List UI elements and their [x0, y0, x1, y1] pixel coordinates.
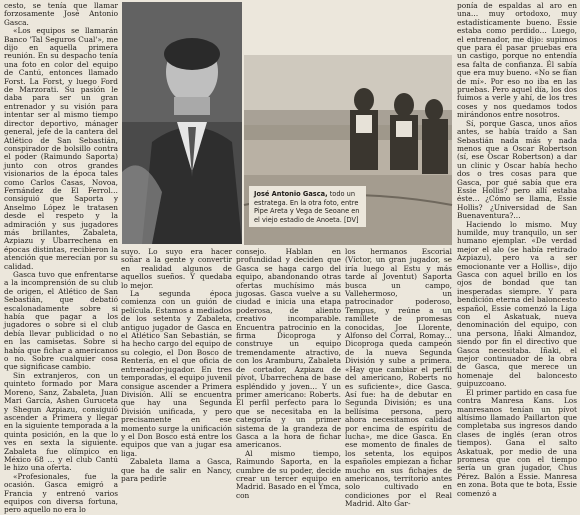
article-column-1	[4, 1, 118, 515]
article-column-3	[236, 247, 341, 500]
photo-gasca-portrait	[122, 2, 242, 244]
paragraph: consejo. Hablan en profundidad y deciden que Gasca se haga cargo del equipo, abandonando otras ofertas muchísimo más jugosas. Gasca vuelve a su ciudad e inicia una etapa poderosa, de aliento creativo incomparable. Encuentra patrocinio en la firma Dicoproga y construye un equipo tremendamente atractivo, con los Aramburu, Zabaleta de cortador, Azpiazu de pívot, Ubarrechena de base espléndido y joven… Y un primer americano: Roberts. El perfil perfecto para lo que se necesitaba en la categoría y un primer sistema de la grandeza de Gasca a la hora de fichar americanos.	[236, 247, 341, 450]
paragraph: suyo. Lo suyo era hacer soñar a la gente y convertir en realidad algunos de aquellos sueños. Y quedaba lo mejor.	[121, 247, 232, 290]
article-column-5	[457, 1, 577, 498]
paragraph: «Los equipos se llamarán Banco 'Tal Seguros Cual'», me dijo en aquella primera reunión. En su despacho tenía una foto en color del equipo de Cantú, entonces llamado Forst. La Forst, y luego Ford de Marzorati. Su pasión le daba para ser un gran entrenador y su visión para intentar ser al mismo tiempo director deportivo, mánager general, jefe de la cantera del Atlético de San Sebastián, conspirador de bolsillo contra el poder (Raimundo Saporta) junto con otros grandes visionarios de la época tales como Carlos Casas, Novoa, Fernández de El Ferrol… consiguió que Saporta y Anselmo López le tratasen desde el respeto y la admiración y sus jugadores más brillantes, Zabaleta, Azpiazu y Ubarrechena en épocas distintas, recibieron la atención que merecían por su calidad.	[4, 26, 118, 271]
caption-text: todo un estratega. En la otra foto, entre Pipe Areta y Vega de Seoane en el viejo estadio de Anoeta. [DV]	[254, 190, 360, 224]
paragraph: El primer partido en casa fue contra Manresa Kans. Los manresanos tenían un pívot altísimo llamado Paillarton que completaba sus ingresos dando clases de inglés (eran otros tiempos). Gana el salto Askatuak, por medio de una promesa que con el tiempo sería un gran jugador, Chus Pérez. Balón a Essie. Manresa en zona. Bota que te bota, Essie comenzó a	[457, 387, 577, 498]
photo-caption	[249, 186, 366, 227]
paragraph: Sí, porque Gasca, unos años antes, se había traído a San Sebastián nada más y nada menos que a Oscar Robertson (sí, ese Oscar Robertson) a dar un clinic y Oscar había hecho dos o tres cosas para que Gasca, por qué sabía que era Essie Hollis? pero allí estaba éste… ¿Cómo se llama, Essie Hollis? ¿Universidad de San Buenaventura?…	[457, 118, 577, 221]
paragraph: Haciendo lo mismo. Muy humilde, muy tranquilo, un ser humano ejemplar. «De verdad mejor el alo (se había retirado Azpiazu), pero va a ser emocionante ver a Hollis», dijo Gasca con aquel brillo en los ojos de bondad que tan inesperadas siempre. Y para bendición eterna del baloncesto español, Essie comenzó la Liga con el Askatuak, nueva denominación del equipo, con una persona, Iñaki Almandoz, siendo por fin el directivo que Gasca necesitaba. Iñaki, el mejor continuador de la obra de Gasca, que merece un homenaje del baloncesto guipuzcoano.	[457, 219, 577, 389]
paragraph: cesto, se tenía que llamar forzosamente José Antonio Gasca.	[4, 1, 118, 27]
paragraph: Zabaleta llama a Gasca, que ha de salir en Nancy, para pedirle	[121, 457, 232, 483]
paragraph: La segunda época comienza con un guión de película. Estamos a mediados de los setenta y Zabaleta, antiguo jugador de Gasca en el Atlético San Sebastián, se ha hecho cargo del equipo de su colegio, el Don Bosco de Rentería, en el que oficia de entrenador-jugador. En tres temporadas, el equipo juvenil consigue ascender a Primera División. Allí se encuentra que hay una Segunda División unificada, y pero precisamente en ese momento surge la unificación y el Don Bosco está entre los equipos que van a jugar esa liga.	[121, 289, 232, 458]
paragraph: Al mismo tiempo, Raimundo Saporta, en la cumbre de su poder, decide crear un tercer equipo en Madrid. Basado en el Ymca, con	[236, 448, 341, 500]
paragraph: Sin extranjeros, con un quinteto formado por Mara Moreno, Sanz, Zabaleta, Juan Mari García, Ashen Guruceta y Shegun Azpiazu, consiguió ascender a Primera y llegar en la siguiente temporada a la quinta posición, en la que lo ves en sexta la siguiente. Zabaleta fue olímpico en México 68 … y el club Cantú le hizo una oferta.	[4, 370, 118, 473]
paragraph: ponía de espaldas al aro en una… muy ortodoxo, muy estadísticamente bueno. Essie estaba como perdido… Luego, el entrenador, me dijo: supimos que para él pasar pruebas era un castigo, porque no entendía esa falta de confianza. Él sabía que era muy bueno. «No se fían de mí». Por eso no iba en las pruebas. Pero aquel día, los dos fuimos a verle y ahí, de los tres coses y nos quedamos todos mirándonos entre nosotros.	[457, 1, 577, 120]
caption-name: José Antonio Gasca,	[254, 190, 328, 198]
paragraph: los hermanos Escorial (Víctor, un gran jugador, se iría luego al Estu y más tarde al Joventut) Saporta busca un campo, Vallehermoso, un patrocinador poderoso, Tempus, y reúne a un ramillete de promesas conocidas, Joe Llorente, Alfonso del Corral, Romay… Dicoproga queda campeón de la nueva Segunda División y sube a primera. «Hay que cambiar el perfil del americano, Roberts no es suficiente», dice Gasca. Así fue: ha de debutar en Segunda División; es una bellísima persona, pero ahora necesitamos calidad por encima de espíritu de lucha», me dice Gasca. En ese momento de finales de los setenta, los equipos españoles empiezan a fichar mucho en sus fichajes de americanos, territorio antes solo cultivado en condiciones por el Real Madrid. Alto Gar-	[345, 247, 452, 509]
article-column-2	[121, 247, 232, 483]
paragraph: Gasca tuvo que enfrentarse a la incomprensión de su club de origen, el Atlético de San Sebastián, que debatió escalonadamente sobre si había que pagar a los jugadores o sobre si el club debía llevar publicidad o no en las camisetas. Sobre si había que fichar a americanos o no. Sobre cualquier cosa que significase cambio.	[4, 270, 118, 372]
article-column-4	[345, 247, 452, 509]
paragraph: «Profesionales, fue la ocasión. Gasca emigró a Francia y entrenó varios equipos con diversa fortuna, pero aquello no era lo	[4, 471, 118, 515]
portrait-image	[122, 2, 242, 244]
